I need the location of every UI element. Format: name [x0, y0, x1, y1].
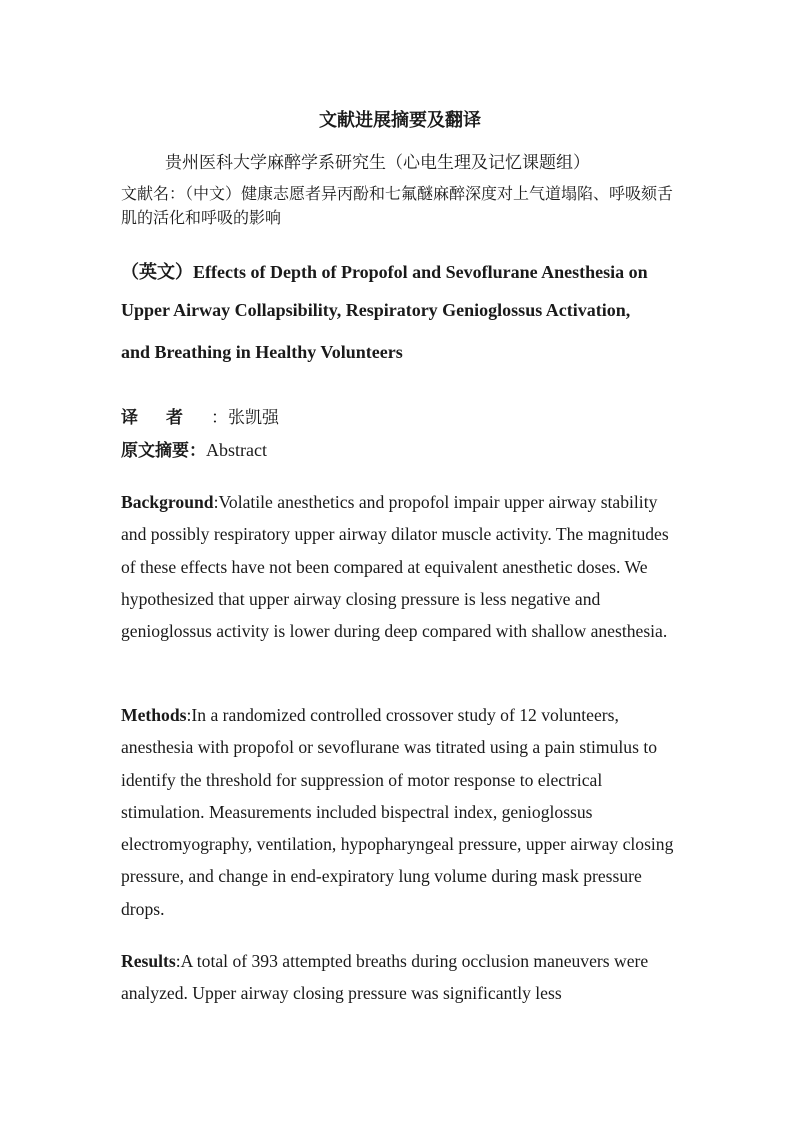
english-title-line-1 — [121, 258, 648, 284]
abstract-label: 原文摘要： — [121, 441, 206, 461]
methods-paragraph — [121, 699, 686, 925]
chinese-article-name: 文献名：（中文）健康志愿者异丙酚和七氟醚麻醉深度对上气道塌陷、呼吸颏舌肌的活化和呼吸的影响 — [121, 184, 674, 227]
background-paragraph — [121, 486, 686, 647]
methods-heading: Methods — [121, 705, 187, 725]
translator-colon: ： — [211, 408, 228, 428]
translator-name: 张凯强 — [228, 408, 279, 428]
methods-text: :In a randomized controlled crossover study of 12 volunteers, anesthesia with propofol or sevoflurane was titrated using a pain stimulus to identify the threshold for suppression of motor response to electrical stimulation. Measurements included bispectral index, genioglossus electromyography, ventilation, hypopharyngeal pressure, upper airway closing pressure, and change in end-expiratory lung volume during mask pressure drops. — [121, 705, 674, 919]
english-title-line-2: Upper Airway Collapsibility, Respiratory Genioglossus Activation, — [121, 300, 631, 320]
results-text: :A total of 393 attempted breaths during occlusion maneuvers were analyzed. Upper airway closing pressure was significantly less — [121, 951, 649, 1004]
abstract-value: Abstract — [206, 440, 267, 460]
document-title: 文献进展摘要及翻译 — [319, 110, 481, 131]
english-title-line-3: and Breathing in Healthy Volunteers — [121, 342, 403, 362]
background-heading: Background — [121, 492, 214, 512]
english-title-text-1: Effects of Depth of Propofol and Sevoflurane Anesthesia on — [193, 262, 648, 282]
results-paragraph — [121, 945, 686, 1010]
english-title-label: （英文） — [121, 262, 193, 283]
background-text: :Volatile anesthetics and propofol impair upper airway stability and possibly respiratory upper airway dilator muscle activity. The magnitudes of these effects have not been compared at equivalent anesthetic doses. We hypothesized that upper airway closing pressure is less negative and genioglossus activity is lower during deep compared with shallow anesthesia. — [121, 492, 669, 642]
translator-label: 译者 — [121, 408, 211, 428]
results-heading: Results — [121, 951, 176, 971]
translator-line — [121, 403, 279, 428]
document-subtitle: 贵州医科大学麻醉学系研究生（心电生理及记忆课题组） — [165, 153, 590, 173]
abstract-label-line — [121, 436, 267, 461]
